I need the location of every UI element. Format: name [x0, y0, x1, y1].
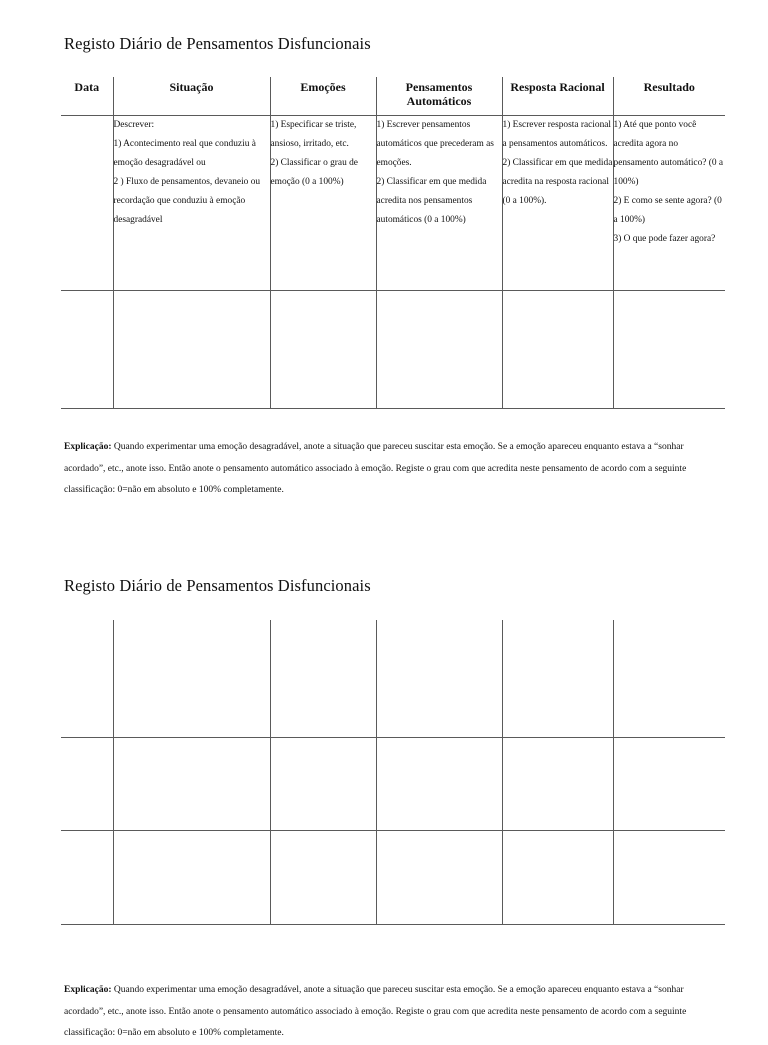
instruction-line: 2) E como se sente agora? (0 a 100%)	[613, 196, 722, 225]
entry-cell[interactable]	[113, 831, 270, 925]
resposta-instructions	[502, 116, 613, 291]
entry-cell[interactable]	[270, 738, 376, 831]
emocoes-instructions	[270, 116, 376, 291]
entry-row	[61, 831, 725, 925]
entry-cell[interactable]	[613, 831, 725, 925]
entry-cell[interactable]	[270, 620, 376, 738]
entry-cell[interactable]	[376, 291, 502, 409]
entry-cell[interactable]	[502, 291, 613, 409]
entry-cell[interactable]	[502, 831, 613, 925]
pensamentos-instructions	[376, 116, 502, 291]
instruction-line: 2 ) Fluxo de pensamentos, devaneio ou recordação que conduziu à emoção desagradável	[113, 177, 261, 225]
resultado-instructions	[613, 116, 725, 291]
entry-cell[interactable]	[376, 620, 502, 738]
entry-cell[interactable]	[113, 291, 270, 409]
entry-cell[interactable]	[613, 291, 725, 409]
instruction-line: 1) Acontecimento real que conduziu à emoção desagradável ou	[113, 139, 256, 168]
entry-cell[interactable]	[113, 738, 270, 831]
instruction-line: 2) Classificar o grau de emoção (0 a 100%)	[270, 158, 358, 187]
explanation-paragraph	[64, 437, 704, 502]
instruction-line: Descrever:	[113, 120, 155, 130]
explanation-label: Explicação:	[64, 985, 112, 995]
page-title: Registo Diário de Pensamentos Disfuncionais	[64, 34, 371, 53]
entry-row	[61, 620, 725, 738]
explanation-label: Explicação:	[64, 442, 112, 452]
entry-cell[interactable]	[113, 620, 270, 738]
entry-cell[interactable]	[376, 738, 502, 831]
entry-cell[interactable]	[61, 620, 113, 738]
thought-record-table	[61, 620, 725, 925]
header-pensamentos: Pensamentos Automáticos	[376, 77, 502, 116]
instruction-line: 2) Classificar em que medida acredita nos pensamentos automáticos (0 a 100%)	[376, 177, 487, 225]
explanation-text: Quando experimentar uma emoção desagradável, anote a situação que pareceu suscitar esta emoção. Se a emoção apareceu enquanto estava a “sonhar acordado”, etc., anote isso. Então anote o pensamento automático associado à emoção. Registe o grau com que acredita neste pensamento de acordo com a seguinte classificação: 0=não em absoluto e 100% completamente.	[64, 985, 687, 1038]
thought-record-table	[61, 77, 725, 409]
entry-cell[interactable]	[61, 738, 113, 831]
instruction-row	[61, 116, 725, 291]
instruction-line: 2) Classificar em que medida acredita na resposta racional (0 a 100%).	[502, 158, 613, 206]
situacao-instructions	[113, 116, 270, 291]
entry-row	[61, 738, 725, 831]
data-cell[interactable]	[61, 116, 113, 291]
entry-row	[61, 291, 725, 409]
instruction-line: 1) Escrever pensamentos automáticos que precederam as emoções.	[376, 120, 494, 168]
header-resultado: Resultado	[613, 77, 725, 116]
explanation-text: Quando experimentar uma emoção desagradável, anote a situação que pareceu suscitar esta emoção. Se a emoção apareceu enquanto estava a “sonhar acordado”, etc., anote isso. Então anote o pensamento automático associado à emoção. Registe o grau com que acredita neste pensamento de acordo com a seguinte classificação: 0=não em absoluto e 100% completamente.	[64, 442, 687, 495]
instruction-line: 1) Escrever resposta racional a pensamentos automáticos.	[502, 120, 612, 149]
header-situacao: Situação	[113, 77, 270, 116]
instruction-line: 1) Até que ponto você acredita agora no pensamento automático? (0 a 100%)	[613, 120, 724, 187]
entry-cell[interactable]	[613, 738, 725, 831]
entry-cell[interactable]	[61, 831, 113, 925]
header-emocoes: Emoções	[270, 77, 376, 116]
instruction-line: 1) Especificar se triste, ansioso, irritado, etc.	[270, 120, 357, 149]
instruction-line: 3) O que pode fazer agora?	[613, 234, 716, 244]
page-title: Registo Diário de Pensamentos Disfuncionais	[64, 576, 371, 595]
header-resposta: Resposta Racional	[502, 77, 613, 116]
entry-cell[interactable]	[270, 291, 376, 409]
explanation-paragraph	[64, 980, 704, 1045]
header-data: Data	[61, 77, 113, 116]
header-row	[61, 77, 725, 116]
entry-cell[interactable]	[502, 620, 613, 738]
entry-cell[interactable]	[613, 620, 725, 738]
entry-cell[interactable]	[61, 291, 113, 409]
entry-cell[interactable]	[502, 738, 613, 831]
entry-cell[interactable]	[376, 831, 502, 925]
entry-cell[interactable]	[270, 831, 376, 925]
